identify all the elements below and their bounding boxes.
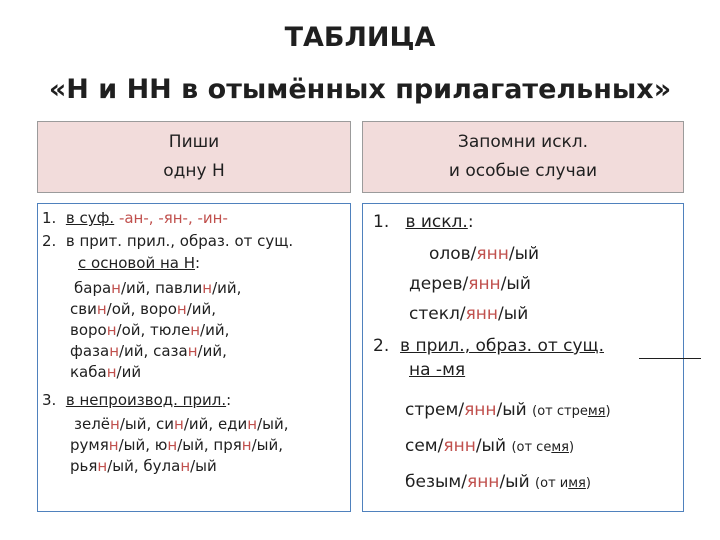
word-ending: /ой, xyxy=(116,321,151,339)
right-rules-box xyxy=(362,203,684,512)
word-stem: була xyxy=(143,457,181,475)
word-ending: /ий, xyxy=(200,321,230,339)
rule-number: 1. xyxy=(42,209,57,227)
word-ending: /ий, xyxy=(197,342,227,360)
n-letter: н xyxy=(247,415,258,433)
example-word xyxy=(74,415,156,433)
left-rule-2-condition xyxy=(78,254,200,272)
word-stem: пря xyxy=(213,436,242,454)
n-letter: н xyxy=(108,436,119,454)
n-letter: н xyxy=(241,436,252,454)
n-letter: н xyxy=(109,342,119,360)
note-text: (от и xyxy=(535,476,569,491)
nn-suffix: янн xyxy=(466,472,500,492)
n-letter: н xyxy=(106,321,117,339)
note-underlined: мя xyxy=(568,476,586,491)
word-stem: воро xyxy=(70,321,107,339)
example-word xyxy=(155,279,241,297)
right-rule-2-condition xyxy=(409,360,465,380)
word-stem: каба xyxy=(70,363,107,381)
nn-suffix: янн xyxy=(468,274,501,294)
word-stem: стрем/ xyxy=(405,400,465,420)
word-stem: стекл/ xyxy=(409,304,466,324)
rule-text: в искл. xyxy=(405,212,468,232)
nn-suffix: янн xyxy=(443,436,476,456)
rule-number: 1. xyxy=(373,212,390,232)
example-word xyxy=(218,415,289,433)
rule-number: 2. xyxy=(42,232,57,250)
n-letter: н xyxy=(96,300,107,318)
right-header-line2: и особые случаи xyxy=(448,161,598,181)
example-word xyxy=(213,436,283,454)
word-ending: /ий, xyxy=(119,342,154,360)
word-stem: еди xyxy=(217,415,248,433)
right-header-line1: Запомни искл. xyxy=(457,132,589,152)
example-word xyxy=(74,279,155,297)
word-ending: /ий xyxy=(116,363,142,381)
example-line xyxy=(70,457,217,475)
rule-text: в непроизвод. прил. xyxy=(65,391,227,409)
page-subtitle: «Н и НН в отымённых прилагательных» xyxy=(48,74,672,105)
note-close: ) xyxy=(585,476,591,491)
example-word xyxy=(153,342,227,360)
nn-suffix: янн xyxy=(465,304,499,324)
example-word xyxy=(70,457,143,475)
word-ending: /ый, xyxy=(251,436,283,454)
rule-text: в прил., образ. от сущ. xyxy=(400,336,604,356)
note-text: (от стре xyxy=(532,404,588,419)
right-rule-1 xyxy=(373,212,474,232)
word-ending: /ий, xyxy=(183,415,218,433)
origin-note xyxy=(511,440,574,455)
nn-suffix: янн xyxy=(476,244,509,264)
word-ending: /ий, xyxy=(186,300,217,318)
right-column-header xyxy=(362,121,684,193)
word-stem: воро xyxy=(140,300,177,318)
example-word xyxy=(70,363,141,381)
left-rule-3 xyxy=(42,391,231,409)
example-line xyxy=(70,342,227,360)
example-line xyxy=(70,436,283,454)
word-ending: /ый, xyxy=(107,457,144,475)
note-underlined: мя xyxy=(551,440,569,455)
word-stem: бара xyxy=(74,279,112,297)
word-ending: /ый, xyxy=(118,436,155,454)
example-line xyxy=(74,415,289,433)
example-word xyxy=(70,436,155,454)
exception-word xyxy=(429,244,539,264)
word-ending: /ый, xyxy=(177,436,214,454)
rule-number: 2. xyxy=(373,336,390,356)
word-ending: /ий, xyxy=(212,279,242,297)
suffix-list: -ан-, -ян-, -ин- xyxy=(114,209,228,227)
word-stem: сви xyxy=(70,300,97,318)
left-rule-1 xyxy=(42,209,228,227)
mya-word xyxy=(405,472,591,492)
exception-word xyxy=(409,304,528,324)
n-letter: н xyxy=(187,342,198,360)
underline-extension xyxy=(639,358,701,359)
word-stem: ю xyxy=(154,436,168,454)
left-header-line1: Пиши xyxy=(168,132,220,152)
origin-note xyxy=(535,476,591,491)
note-text: (от се xyxy=(511,440,552,455)
example-word xyxy=(143,457,216,475)
rule-text: в прит. прил., образ. от сущ. xyxy=(65,232,294,250)
condition-text: с основой на Н xyxy=(78,254,196,272)
note-close: ) xyxy=(605,404,611,419)
word-stem: олов/ xyxy=(429,244,477,264)
n-letter: н xyxy=(180,457,191,475)
example-word xyxy=(70,321,150,339)
left-rule-2 xyxy=(42,232,293,250)
word-ending: /ый, xyxy=(119,415,157,433)
n-letter: н xyxy=(110,415,120,433)
example-line xyxy=(74,279,241,297)
word-stem: павли xyxy=(155,279,203,297)
example-word xyxy=(155,436,214,454)
left-column-header xyxy=(37,121,351,193)
n-letter: н xyxy=(111,279,121,297)
word-ending: /ый xyxy=(496,400,533,420)
word-stem: безым/ xyxy=(405,472,467,492)
word-stem: рья xyxy=(70,457,98,475)
word-ending: /ый xyxy=(475,436,512,456)
nn-suffix: янн xyxy=(464,400,497,420)
example-word xyxy=(70,300,140,318)
colon: : xyxy=(467,212,474,232)
word-ending: /ый xyxy=(500,274,531,294)
n-letter: н xyxy=(97,457,108,475)
note-underlined: мя xyxy=(587,404,606,419)
word-stem: тюле xyxy=(150,321,191,339)
example-word xyxy=(150,321,229,339)
word-ending: /ый xyxy=(498,304,529,324)
word-stem: сем/ xyxy=(405,436,444,456)
mya-word xyxy=(405,436,574,456)
n-letter: н xyxy=(176,300,187,318)
word-stem: дерев/ xyxy=(409,274,469,294)
example-line xyxy=(70,363,141,381)
word-ending: /ий, xyxy=(120,279,156,297)
note-close: ) xyxy=(568,440,575,455)
rule-number: 3. xyxy=(42,391,57,409)
example-word xyxy=(140,300,216,318)
origin-note xyxy=(532,404,610,419)
example-word xyxy=(156,415,218,433)
word-stem: зелё xyxy=(74,415,111,433)
right-rule-2 xyxy=(373,336,604,356)
n-letter: н xyxy=(190,321,201,339)
word-stem: фаза xyxy=(70,342,110,360)
n-letter: н xyxy=(174,415,184,433)
colon: : xyxy=(226,391,232,409)
word-ending: /ый xyxy=(508,244,540,264)
n-letter: н xyxy=(167,436,178,454)
word-stem: румя xyxy=(70,436,109,454)
word-stem: саза xyxy=(153,342,188,360)
n-letter: н xyxy=(202,279,213,297)
left-rules-box xyxy=(37,203,351,512)
page-title: ТАБЛИЦА xyxy=(284,22,436,53)
colon: : xyxy=(195,254,201,272)
example-word xyxy=(70,342,153,360)
condition-text: на -мя xyxy=(409,360,466,380)
word-ending: /ый xyxy=(499,472,536,492)
word-stem: си xyxy=(156,415,175,433)
mya-word xyxy=(405,400,611,420)
word-ending: /ой, xyxy=(106,300,141,318)
example-line xyxy=(70,300,216,318)
word-ending: /ый, xyxy=(257,415,289,433)
example-line xyxy=(70,321,229,339)
rule-text: в суф. xyxy=(65,209,115,227)
n-letter: н xyxy=(106,363,117,381)
word-ending: /ый xyxy=(190,457,217,475)
left-header-line2: одну Н xyxy=(163,161,225,181)
exception-word xyxy=(409,274,531,294)
